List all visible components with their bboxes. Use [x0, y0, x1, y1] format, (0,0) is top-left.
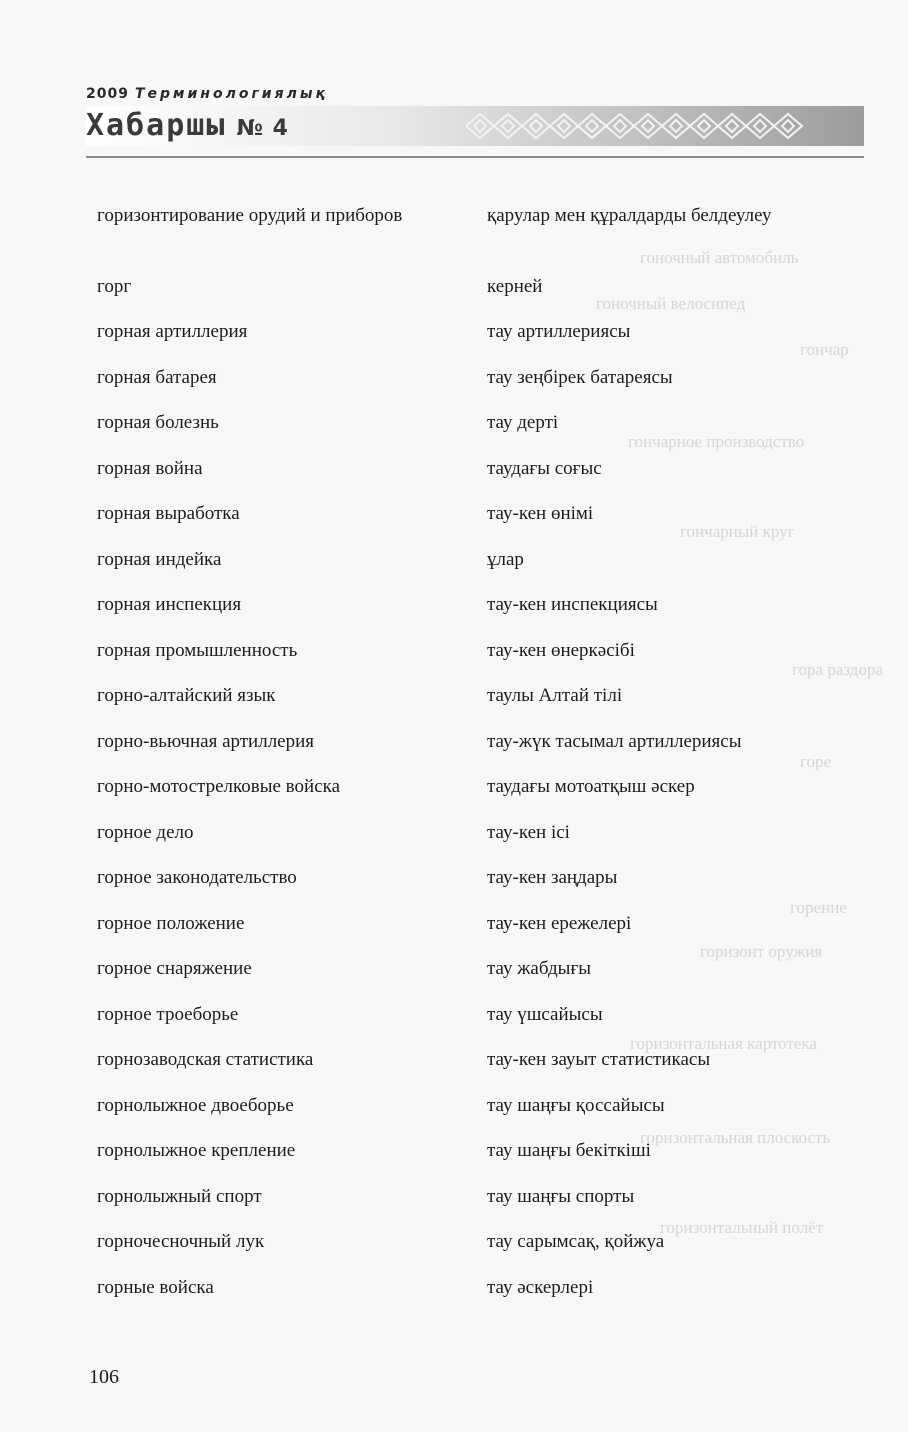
masthead-series — [86, 86, 328, 102]
term-kk: тау артиллериясы — [487, 321, 631, 342]
term-ru: горная инспекция — [97, 594, 242, 615]
term-ru: горное троеборье — [97, 1004, 239, 1025]
term-ru: горнозаводская статистика — [97, 1049, 314, 1070]
term-kk: тау шаңғы бекіткіші — [487, 1140, 651, 1161]
term-ru: горная война — [97, 458, 203, 479]
term-kk: тау-кен зауыт статистикасы — [487, 1049, 711, 1070]
term-kk: тау-кен өнеркәсібі — [487, 640, 635, 661]
term-kk: тау-кен инспекциясы — [487, 594, 658, 615]
term-ru: горно-алтайский язык — [97, 685, 276, 706]
masthead-title — [86, 106, 289, 149]
term-ru: горное дело — [97, 822, 194, 843]
term-kk: ұлар — [487, 549, 524, 570]
term-kk: тау шаңғы спорты — [487, 1186, 635, 1207]
term-ru: горночесночный лук — [97, 1231, 265, 1252]
masthead-series-name: Терминологиялық — [134, 86, 328, 102]
ornament-icon — [466, 110, 806, 142]
term-ru: горная индейка — [97, 549, 222, 570]
term-kk: тау-кен ісі — [487, 822, 570, 843]
term-ru: горг — [97, 276, 132, 297]
term-kk: тау шаңғы қоссайысы — [487, 1095, 665, 1116]
masthead-rule — [86, 156, 864, 158]
journal-title: Хабаршы — [86, 108, 227, 143]
term-kk: тау-жүк тасымал артиллериясы — [487, 731, 742, 752]
term-ru: горная артиллерия — [97, 321, 248, 342]
term-ru: горная выработка — [97, 503, 240, 524]
term-ru: горная болезнь — [97, 412, 219, 433]
term-kk: таудағы соғыс — [487, 458, 602, 479]
term-kk: тау үшсайысы — [487, 1004, 603, 1025]
term-ru: горнолыжное двоеборье — [97, 1095, 294, 1116]
term-ru: горное законодательство — [97, 867, 297, 888]
masthead-year: 2009 — [86, 86, 129, 102]
term-kk: тау жабдығы — [487, 958, 591, 979]
term-ru: горно-вьючная артиллерия — [97, 731, 315, 752]
term-ru: горная промышленность — [97, 640, 298, 661]
term-kk: таулы Алтай тілі — [487, 685, 623, 706]
term-ru: горнолыжное крепление — [97, 1140, 296, 1161]
term-kk: тау-кен өнімі — [487, 503, 594, 524]
term-kk: керней — [487, 276, 543, 297]
term-ru: горизонтирование орудий и приборов — [97, 205, 403, 226]
page-number: 106 — [89, 1366, 119, 1388]
term-kk: таудағы мотоатқыш әскер — [487, 776, 695, 797]
term-ru: горные войска — [97, 1277, 214, 1298]
term-kk: тау-кен заңдары — [487, 867, 618, 888]
issue-number: № 4 — [236, 116, 289, 141]
term-kk: тау сарымсақ, қойжуа — [487, 1231, 665, 1252]
term-kk: тау-кен ережелері — [487, 913, 632, 934]
term-ru: горнолыжный спорт — [97, 1186, 262, 1207]
term-ru: горное снаряжение — [97, 958, 252, 979]
masthead — [86, 86, 864, 161]
term-ru: горная батарея — [97, 367, 217, 388]
term-ru: горно-мотострелковые войска — [97, 776, 341, 797]
term-kk: тау дерті — [487, 412, 559, 433]
term-ru: горное положение — [97, 913, 245, 934]
term-kk: қарулар мен құралдарды белдеулеу — [487, 205, 772, 226]
term-kk: тау әскерлері — [487, 1277, 594, 1298]
term-kk: тау зеңбірек батареясы — [487, 367, 673, 388]
